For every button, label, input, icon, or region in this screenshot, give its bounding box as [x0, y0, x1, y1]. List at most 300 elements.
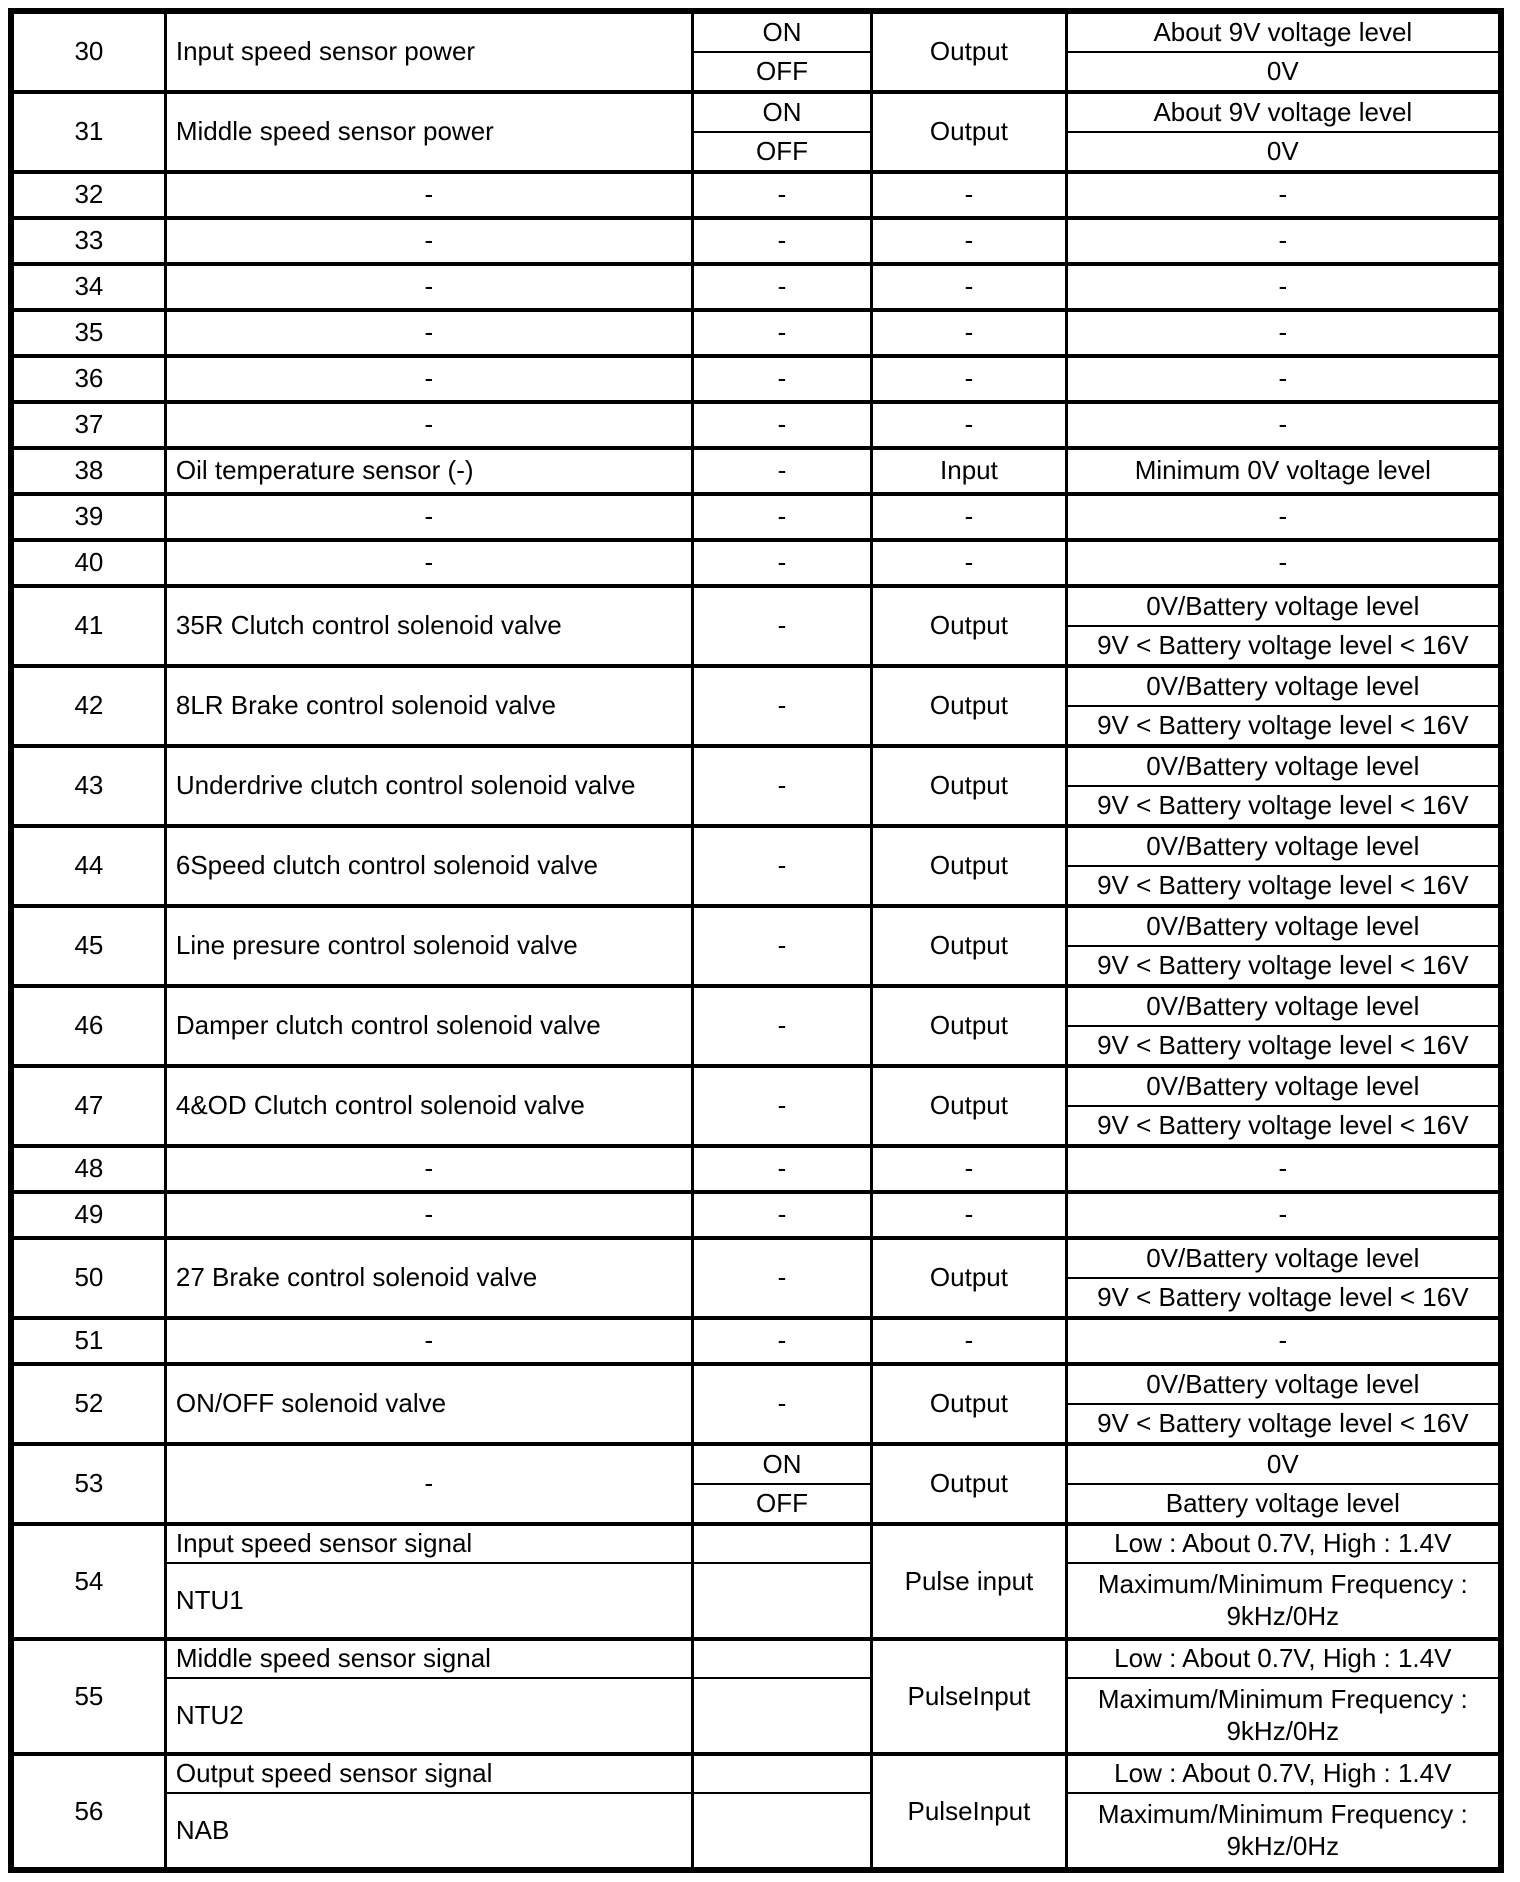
io-type-cell: [870, 450, 1064, 492]
value-cell-text: -: [1278, 363, 1288, 394]
table-row: [14, 1637, 1498, 1752]
pin-number-cell: [14, 1366, 164, 1442]
state-cell: [691, 174, 871, 216]
state-cell: [691, 1641, 871, 1752]
state-cell: [691, 1446, 871, 1522]
description-cell-text: -: [424, 409, 434, 440]
io-type-cell: [870, 542, 1064, 584]
state-cell: [691, 312, 871, 354]
description-cell: [164, 404, 691, 446]
state-cell-text: -: [777, 1262, 787, 1293]
pin-number-cell-text: 30: [74, 36, 104, 67]
io-type-cell: [870, 496, 1064, 538]
pin-number-cell-text: 34: [74, 271, 104, 302]
description-cell-text: 27 Brake control solenoid valve: [175, 1262, 538, 1293]
description-cell: [164, 14, 691, 90]
state-cell: [691, 450, 871, 492]
value-cell: [1065, 828, 1498, 904]
state-cell-bottom: [694, 1677, 871, 1752]
state-cell-text: -: [777, 690, 787, 721]
table-row: [14, 1316, 1498, 1362]
pin-number-cell: [14, 668, 164, 744]
description-cell: [164, 450, 691, 492]
pin-number-cell: [14, 1148, 164, 1190]
pin-number-cell-text: 36: [74, 363, 104, 394]
table-row: [14, 984, 1498, 1064]
state-cell: [691, 668, 871, 744]
value-cell-top: 0V/Battery voltage level: [1146, 1070, 1420, 1101]
value-cell-bottom: Battery voltage level: [1068, 1483, 1498, 1522]
state-cell-bottom: OFF: [694, 1483, 871, 1522]
io-type-cell: [870, 1320, 1064, 1362]
description-cell-text: -: [424, 501, 434, 532]
value-cell-top: Low : About 0.7V, High : 1.4V: [1114, 1758, 1452, 1789]
value-cell-top: 0V/Battery voltage level: [1146, 590, 1420, 621]
io-type-cell: [870, 1446, 1064, 1522]
value-cell: [1065, 174, 1498, 216]
state-cell-top: ON: [762, 1448, 802, 1479]
value-cell-bottom: 9V < Battery voltage level < 16V: [1068, 1105, 1498, 1144]
pin-number-cell: [14, 358, 164, 400]
description-cell: [164, 1068, 691, 1144]
io-type-cell-text: -: [964, 1199, 974, 1230]
value-cell-bottom: Maximum/Minimum Frequency : 9kHz/0Hz: [1068, 1562, 1498, 1637]
io-type-cell: [870, 404, 1064, 446]
table-row: [14, 446, 1498, 492]
description-cell-text: 4&OD Clutch control solenoid valve: [175, 1090, 585, 1121]
io-type-cell-text: Output: [929, 116, 1008, 147]
pin-number-cell-text: 38: [74, 455, 104, 486]
description-cell: [164, 1641, 691, 1752]
description-cell: [164, 668, 691, 744]
value-cell-bottom: 9V < Battery voltage level < 16V: [1068, 1277, 1498, 1316]
value-cell-bottom: 9V < Battery voltage level < 16V: [1068, 785, 1498, 824]
table-row: [14, 1190, 1498, 1236]
description-cell: [164, 542, 691, 584]
value-cell-top: 0V: [1266, 1448, 1299, 1479]
value-cell: [1065, 358, 1498, 400]
state-cell-text: -: [777, 1199, 787, 1230]
state-cell-text: -: [777, 363, 787, 394]
state-cell-bottom: [694, 1792, 871, 1867]
io-type-cell: [870, 1068, 1064, 1144]
description-cell-text: -: [424, 317, 434, 348]
value-cell-bottom: 0V: [1068, 131, 1498, 170]
io-type-cell: [870, 266, 1064, 308]
state-cell: [691, 748, 871, 824]
value-cell-text: -: [1278, 271, 1288, 302]
table-row: [14, 1442, 1498, 1522]
io-type-cell-text: Input: [940, 455, 998, 486]
io-type-cell-text: Output: [929, 610, 1008, 641]
description-cell: [164, 220, 691, 262]
state-cell-text: -: [777, 1325, 787, 1356]
value-cell-top: 0V/Battery voltage level: [1146, 1242, 1420, 1273]
pin-number-cell-text: 55: [74, 1680, 104, 1711]
description-cell-bottom: NTU2: [167, 1677, 691, 1752]
state-cell-text: -: [777, 930, 787, 961]
table-row: [14, 492, 1498, 538]
pin-number-cell-text: 39: [74, 501, 104, 532]
description-cell: [164, 1526, 691, 1637]
pin-number-cell-text: 47: [74, 1090, 104, 1121]
io-type-cell: [870, 1148, 1064, 1190]
table-row: [14, 170, 1498, 216]
value-cell: [1065, 908, 1498, 984]
pin-number-cell-text: 37: [74, 409, 104, 440]
pin-number-cell: [14, 1446, 164, 1522]
pin-number-cell-text: 45: [74, 930, 104, 961]
description-cell: [164, 1194, 691, 1236]
state-cell: [691, 1366, 871, 1442]
io-type-cell-text: -: [964, 547, 974, 578]
value-cell: [1065, 1068, 1498, 1144]
description-cell-text: Oil temperature sensor (-): [175, 455, 474, 486]
description-cell: [164, 828, 691, 904]
value-cell-bottom: 9V < Battery voltage level < 16V: [1068, 705, 1498, 744]
value-cell: [1065, 588, 1498, 664]
pin-number-cell-text: 54: [74, 1565, 104, 1596]
io-type-cell-text: Output: [929, 770, 1008, 801]
pin-number-cell: [14, 542, 164, 584]
state-cell-top: ON: [762, 16, 802, 47]
value-cell-text: -: [1278, 547, 1288, 578]
io-type-cell-text: -: [964, 409, 974, 440]
table-row: [14, 1522, 1498, 1637]
value-cell-bottom: 9V < Battery voltage level < 16V: [1068, 1403, 1498, 1442]
pin-number-cell: [14, 1320, 164, 1362]
state-cell: [691, 1068, 871, 1144]
pin-number-cell: [14, 312, 164, 354]
pin-number-cell: [14, 174, 164, 216]
state-cell: [691, 1148, 871, 1190]
table-row: [14, 584, 1498, 664]
state-cell: [691, 14, 871, 90]
state-cell: [691, 988, 871, 1064]
pin-number-cell: [14, 1641, 164, 1752]
state-cell-text: -: [777, 271, 787, 302]
table-row: [14, 354, 1498, 400]
value-cell-text: -: [1278, 501, 1288, 532]
value-cell: [1065, 450, 1498, 492]
state-cell-text: -: [777, 1153, 787, 1184]
description-cell-text: 35R Clutch control solenoid valve: [175, 610, 562, 641]
pin-number-cell-text: 31: [74, 116, 104, 147]
description-cell-text: 8LR Brake control solenoid valve: [175, 690, 556, 721]
value-cell: [1065, 1446, 1498, 1522]
description-cell: [164, 1756, 691, 1867]
value-cell-text: Minimum 0V voltage level: [1134, 455, 1431, 486]
pin-number-cell-text: 48: [74, 1153, 104, 1184]
state-cell-text: -: [777, 850, 787, 881]
value-cell-bottom: 9V < Battery voltage level < 16V: [1068, 945, 1498, 984]
state-cell: [691, 404, 871, 446]
state-cell-text: -: [777, 1388, 787, 1419]
description-cell: [164, 588, 691, 664]
table-row: [14, 1236, 1498, 1316]
description-cell-text: ON/OFF solenoid valve: [175, 1388, 447, 1419]
description-cell: [164, 312, 691, 354]
pin-number-cell-text: 56: [74, 1795, 104, 1826]
state-cell-text: -: [777, 610, 787, 641]
description-cell: [164, 748, 691, 824]
value-cell: [1065, 14, 1498, 90]
value-cell-top: Low : About 0.7V, High : 1.4V: [1114, 1528, 1452, 1559]
value-cell-text: -: [1278, 1325, 1288, 1356]
value-cell-bottom: 9V < Battery voltage level < 16V: [1068, 1025, 1498, 1064]
table-row: [14, 262, 1498, 308]
value-cell-top: 0V/Battery voltage level: [1146, 670, 1420, 701]
io-type-cell-text: Pulse input: [904, 1565, 1034, 1596]
io-type-cell-text: -: [964, 225, 974, 256]
value-cell-text: -: [1278, 225, 1288, 256]
state-cell-top: ON: [762, 96, 802, 127]
pin-number-cell: [14, 14, 164, 90]
io-type-cell-text: Output: [929, 1262, 1008, 1293]
value-cell: [1065, 1320, 1498, 1362]
value-cell: [1065, 1641, 1498, 1752]
io-type-cell: [870, 312, 1064, 354]
pin-number-cell-text: 51: [74, 1325, 104, 1356]
description-cell-text: Underdrive clutch control solenoid valve: [175, 770, 636, 801]
value-cell-top: About 9V voltage level: [1153, 16, 1413, 47]
io-type-cell: [870, 748, 1064, 824]
value-cell-text: -: [1278, 317, 1288, 348]
description-cell: [164, 1366, 691, 1442]
pin-number-cell-text: 44: [74, 850, 104, 881]
pin-number-cell: [14, 908, 164, 984]
state-cell-text: -: [777, 501, 787, 532]
table-row: [14, 1362, 1498, 1442]
value-cell: [1065, 220, 1498, 262]
description-cell-text: -: [424, 1325, 434, 1356]
io-type-cell-text: Output: [929, 690, 1008, 721]
value-cell: [1065, 542, 1498, 584]
io-type-cell: [870, 14, 1064, 90]
description-cell-bottom: NAB: [167, 1792, 691, 1867]
state-cell-text: -: [777, 1010, 787, 1041]
description-cell: [164, 1148, 691, 1190]
description-cell: [164, 1320, 691, 1362]
value-cell: [1065, 1194, 1498, 1236]
table-row: [14, 664, 1498, 744]
table-row: [14, 824, 1498, 904]
io-type-cell: [870, 588, 1064, 664]
value-cell-top: 0V/Battery voltage level: [1146, 750, 1420, 781]
state-cell-bottom: [694, 1562, 871, 1637]
pin-number-cell: [14, 828, 164, 904]
table-row: [14, 308, 1498, 354]
io-type-cell-text: Output: [929, 850, 1008, 881]
state-cell-text: -: [777, 409, 787, 440]
io-type-cell-text: -: [964, 1325, 974, 1356]
io-type-cell: [870, 828, 1064, 904]
io-type-cell-text: -: [964, 317, 974, 348]
io-type-cell-text: -: [964, 179, 974, 210]
pin-assignment-table: [8, 8, 1504, 1873]
value-cell-bottom: Maximum/Minimum Frequency : 9kHz/0Hz: [1068, 1792, 1498, 1867]
pin-number-cell-text: 41: [74, 610, 104, 641]
io-type-cell-text: -: [964, 1153, 974, 1184]
pin-number-cell: [14, 1240, 164, 1316]
description-cell-text: Line presure control solenoid valve: [175, 930, 578, 961]
pin-number-cell: [14, 1756, 164, 1867]
state-cell: [691, 266, 871, 308]
pin-number-cell: [14, 220, 164, 262]
io-type-cell-text: -: [964, 363, 974, 394]
description-cell-top: Output speed sensor signal: [175, 1758, 493, 1789]
state-cell-bottom: OFF: [694, 51, 871, 90]
value-cell: [1065, 1366, 1498, 1442]
pin-number-cell-text: 43: [74, 770, 104, 801]
table-row: [14, 538, 1498, 584]
pin-number-cell: [14, 748, 164, 824]
state-cell-text: -: [777, 547, 787, 578]
io-type-cell: [870, 908, 1064, 984]
pin-number-cell-text: 35: [74, 317, 104, 348]
value-cell-bottom: 9V < Battery voltage level < 16V: [1068, 865, 1498, 904]
io-type-cell-text: Output: [929, 1010, 1008, 1041]
io-type-cell-text: Output: [929, 1090, 1008, 1121]
description-cell: [164, 496, 691, 538]
description-cell: [164, 908, 691, 984]
io-type-cell: [870, 174, 1064, 216]
table-row: [14, 904, 1498, 984]
table-row: [14, 216, 1498, 262]
description-cell: [164, 1446, 691, 1522]
state-cell: [691, 908, 871, 984]
value-cell: [1065, 404, 1498, 446]
table-row: [14, 14, 1498, 90]
state-cell-bottom: OFF: [694, 131, 871, 170]
pin-number-cell: [14, 1194, 164, 1236]
io-type-cell: [870, 1756, 1064, 1867]
state-cell: [691, 1756, 871, 1867]
io-type-cell-text: PulseInput: [907, 1680, 1031, 1711]
description-cell: [164, 358, 691, 400]
table-row: [14, 1144, 1498, 1190]
description-cell-text: Damper clutch control solenoid valve: [175, 1010, 601, 1041]
io-type-cell-text: -: [964, 271, 974, 302]
io-type-cell-text: Output: [929, 1468, 1008, 1499]
value-cell: [1065, 1240, 1498, 1316]
description-cell-text: -: [424, 1468, 434, 1499]
state-cell-text: -: [777, 1090, 787, 1121]
state-cell-top: [694, 1756, 871, 1792]
table-row: [14, 90, 1498, 170]
pin-number-cell: [14, 450, 164, 492]
io-type-cell: [870, 668, 1064, 744]
io-type-cell: [870, 358, 1064, 400]
description-cell-text: -: [424, 547, 434, 578]
pin-number-cell-text: 53: [74, 1468, 104, 1499]
description-cell: [164, 94, 691, 170]
state-cell: [691, 496, 871, 538]
value-cell: [1065, 668, 1498, 744]
value-cell: [1065, 748, 1498, 824]
description-cell-text: -: [424, 225, 434, 256]
value-cell-top: 0V/Battery voltage level: [1146, 1368, 1420, 1399]
io-type-cell: [870, 988, 1064, 1064]
description-cell-text: 6Speed clutch control solenoid valve: [175, 850, 598, 881]
io-type-cell: [870, 1526, 1064, 1637]
value-cell: [1065, 1526, 1498, 1637]
table-row: [14, 400, 1498, 446]
io-type-cell: [870, 220, 1064, 262]
description-cell: [164, 266, 691, 308]
value-cell-top: About 9V voltage level: [1153, 96, 1413, 127]
state-cell: [691, 1194, 871, 1236]
state-cell: [691, 828, 871, 904]
value-cell-bottom: 9V < Battery voltage level < 16V: [1068, 625, 1498, 664]
state-cell-text: -: [777, 225, 787, 256]
value-cell-top: 0V/Battery voltage level: [1146, 910, 1420, 941]
state-cell: [691, 588, 871, 664]
pin-number-cell-text: 50: [74, 1262, 104, 1293]
description-cell-text: -: [424, 1199, 434, 1230]
value-cell-text: -: [1278, 179, 1288, 210]
state-cell: [691, 358, 871, 400]
io-type-cell: [870, 1366, 1064, 1442]
io-type-cell-text: Output: [929, 930, 1008, 961]
description-cell-text: -: [424, 363, 434, 394]
table-row: [14, 1064, 1498, 1144]
value-cell: [1065, 496, 1498, 538]
pin-number-cell-text: 49: [74, 1199, 104, 1230]
state-cell: [691, 542, 871, 584]
value-cell-top: 0V/Battery voltage level: [1146, 990, 1420, 1021]
value-cell-text: -: [1278, 409, 1288, 440]
value-cell-bottom: 0V: [1068, 51, 1498, 90]
value-cell-top: Low : About 0.7V, High : 1.4V: [1114, 1643, 1452, 1674]
state-cell-text: -: [777, 179, 787, 210]
value-cell-bottom: Maximum/Minimum Frequency : 9kHz/0Hz: [1068, 1677, 1498, 1752]
pin-number-cell: [14, 266, 164, 308]
value-cell-text: -: [1278, 1153, 1288, 1184]
io-type-cell-text: -: [964, 501, 974, 532]
value-cell-top: 0V/Battery voltage level: [1146, 830, 1420, 861]
state-cell-top: [694, 1526, 871, 1562]
pin-number-cell: [14, 496, 164, 538]
io-type-cell: [870, 1194, 1064, 1236]
io-type-cell-text: PulseInput: [907, 1795, 1031, 1826]
value-cell: [1065, 1756, 1498, 1867]
description-cell-text: -: [424, 1153, 434, 1184]
table-row: [14, 744, 1498, 824]
io-type-cell-text: Output: [929, 36, 1008, 67]
state-cell-text: -: [777, 770, 787, 801]
pin-number-cell-text: 46: [74, 1010, 104, 1041]
pin-number-cell-text: 52: [74, 1388, 104, 1419]
description-cell-bottom: NTU1: [167, 1562, 691, 1637]
value-cell: [1065, 1148, 1498, 1190]
state-cell: [691, 1240, 871, 1316]
description-cell-top: Input speed sensor signal: [175, 1528, 473, 1559]
description-cell-text: -: [424, 271, 434, 302]
table-row: [14, 1752, 1498, 1867]
value-cell: [1065, 266, 1498, 308]
pin-number-cell: [14, 1526, 164, 1637]
description-cell: [164, 988, 691, 1064]
io-type-cell-text: Output: [929, 1388, 1008, 1419]
state-cell: [691, 220, 871, 262]
pin-number-cell: [14, 1068, 164, 1144]
description-cell-text: -: [424, 179, 434, 210]
description-cell-text: Input speed sensor power: [175, 36, 476, 67]
state-cell: [691, 1320, 871, 1362]
value-cell: [1065, 988, 1498, 1064]
description-cell: [164, 174, 691, 216]
